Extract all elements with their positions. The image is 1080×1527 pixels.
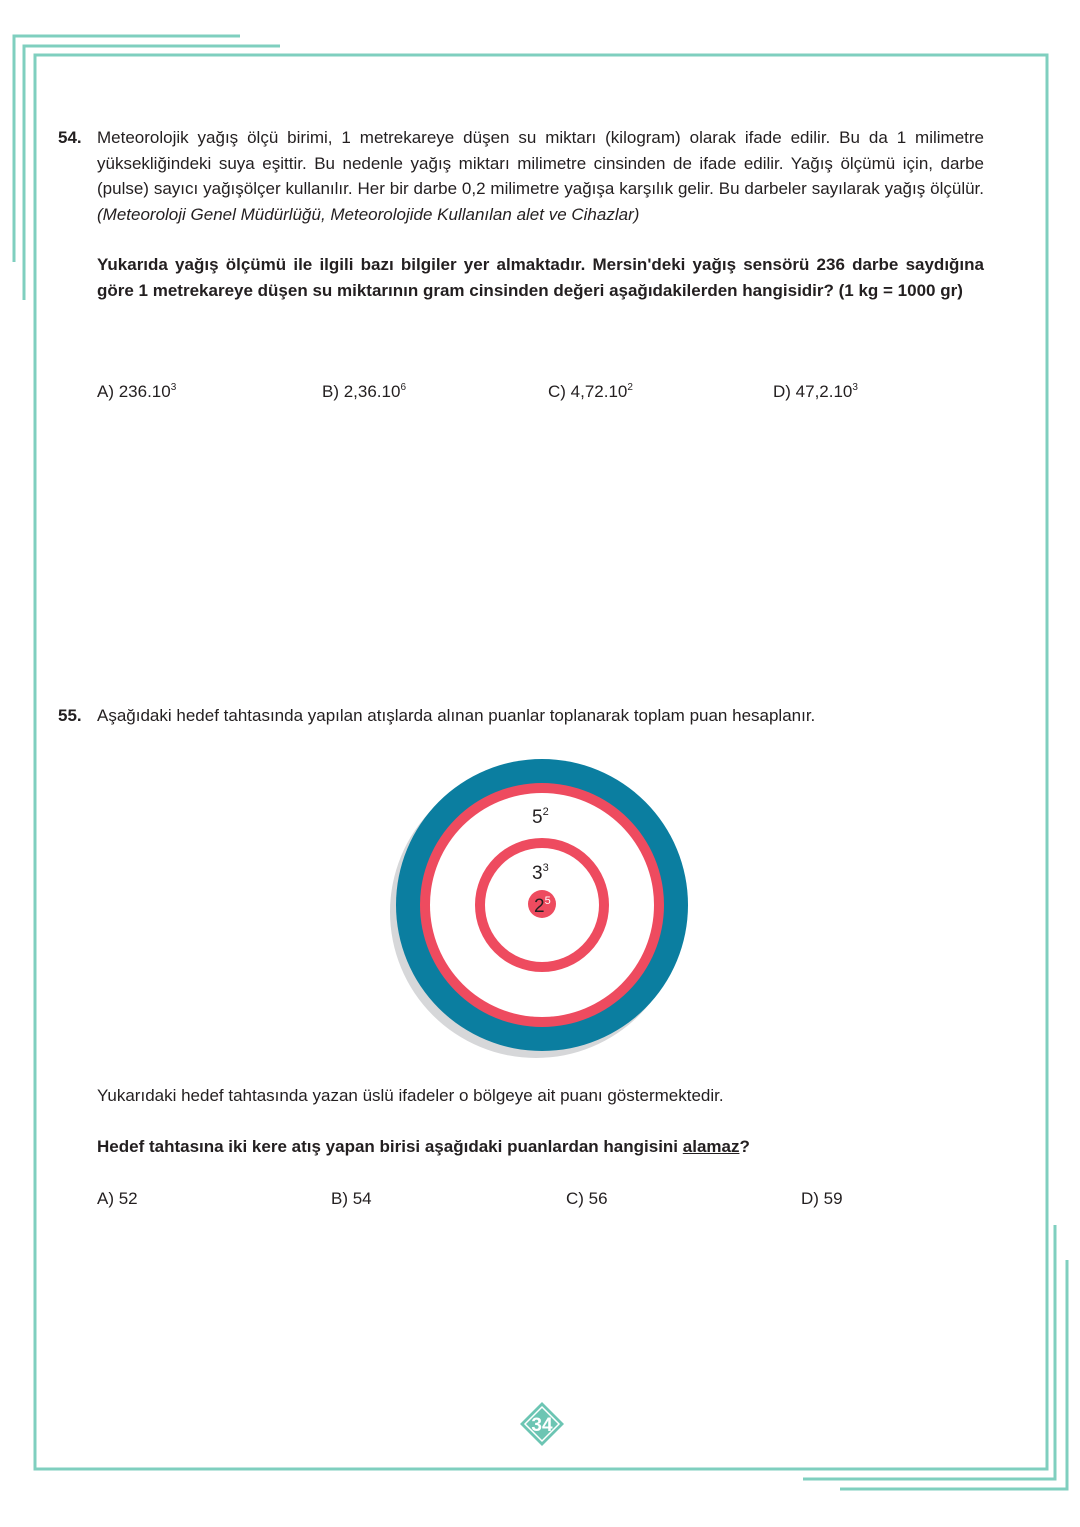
option-b[interactable]: B) 2,36.10$^6$: [322, 382, 407, 401]
page-number-badge: [519, 1401, 565, 1447]
option-a[interactable]: A) 236.10$^3$: [97, 382, 177, 401]
option-c[interactable]: C) 4,72.10$^2$: [548, 382, 633, 401]
question-intro: Aşağıdaki hedef tahtasında yapılan atışlarda alınan puanlar toplanarak toplam puan hesaplanır.: [97, 706, 816, 725]
option-a[interactable]: A) 52: [97, 1189, 138, 1208]
center-score-label: $2^5$: [534, 895, 551, 917]
question-number: 55.: [58, 706, 82, 725]
passage-source: (Meteoroloji Genel Müdürlüğü, Meteorolojide Kullanılan alet ve Cihazlar): [97, 204, 640, 224]
option-c[interactable]: C) 56: [566, 1189, 608, 1208]
option-b[interactable]: B) 54: [331, 1189, 372, 1208]
middle-score-label: $3^3$: [532, 862, 549, 884]
question-passage: [97, 125, 984, 227]
question-55: [58, 703, 984, 729]
page-number: 34: [531, 1415, 553, 1436]
underlined-word: alamaz: [682, 1136, 740, 1156]
option-d[interactable]: D) 47,2.10$^3$: [773, 382, 858, 401]
answer-options-55: [97, 1189, 997, 1215]
question-55-continued: [58, 1083, 984, 1159]
target-board: [390, 757, 694, 1061]
question-number: 54.: [58, 128, 82, 147]
question-stem: Yukarıda yağış ölçümü ile ilgili bazı bilgiler yer almaktadır. Mersin'deki yağış sensörü 236 darbe saydığına göre 1 metrekareye düşen su miktarının gram cinsinden değeri aşağıdakilerden hangisidir? (1 kg = 1000 gr): [97, 255, 984, 300]
question-54: [58, 125, 984, 303]
target-note: Yukarıdaki hedef tahtasında yazan üslü ifadeler o bölgeye ait puanı göstermektedir.: [97, 1086, 724, 1105]
answer-options-54: [97, 382, 997, 408]
option-d[interactable]: D) 59: [801, 1189, 843, 1208]
outer-score-label: $5^2$: [532, 806, 549, 828]
passage-text: Meteorolojik yağış ölçü birimi, 1 metrekareye düşen su miktarı (kilogram) olarak ifade edilir. Bu da 1 milimetre yüksekliğindeki suya eşittir. Bu nedenle yağış miktarı milimetre cinsinden de ifade edilir. Yağış ölçümü için, darbe (pulse) sayıcı yağışölçer kullanılır. Her bir darbe 0,2 milimetre yağışa karşılık gelir. Bu darbeler sayılarak yağış ölçülür.: [97, 128, 984, 198]
question-stem: Hedef tahtasına iki kere atış yapan birisi aşağıdaki puanlardan hangisini alamaz?: [97, 1136, 750, 1156]
